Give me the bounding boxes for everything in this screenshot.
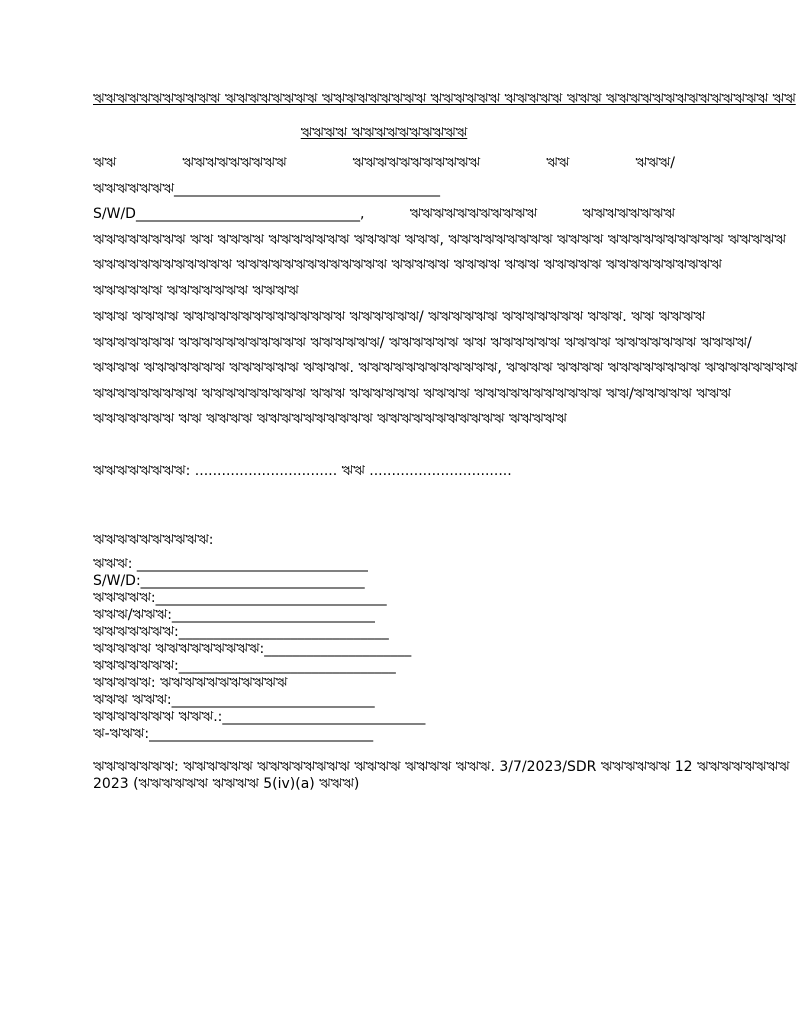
paragraph-1-line: ঋঋঋঋঋঋঋঋ ঋঋ ঋঋঋঋ ঋঋঋঋঋঋঋ ঋঋঋঋ ঋঋঋ, ঋঋঋঋঋঋঋঋঋ ঋঋঋঋ ঋঋঋঋঋঋঋঋঋঋ ঋঋঋঋঋ bbox=[93, 231, 786, 248]
mobile-field: ঋঋঋঋঋঋঋ ঋঋঋ.:_____________________________ bbox=[93, 709, 426, 725]
footnote-line-2: 2023 (ঋঋঋঋঋঋ ঋঋঋঋ 5(iv)(a) ঋঋঋ) bbox=[93, 776, 360, 792]
signature-heading: ঋঋঋঋঋঋঋঋঋঋ: bbox=[93, 532, 214, 548]
pin-field: ঋঋঋ ঋঋঋ:_____________________________ bbox=[93, 692, 375, 708]
paragraph-2-line: ঋঋঋঋঋঋঋ ঋঋ ঋঋঋঋ ঋঋঋঋঋঋঋঋঋঋ ঋঋঋঋঋঋঋঋঋঋঋ ঋঋঋঋঋ bbox=[93, 411, 567, 428]
name-field: ঋঋঋ: _________________________________ bbox=[93, 556, 368, 572]
paragraph-2-line: ঋঋঋঋ ঋঋঋঋঋঋঋ ঋঋঋঋঋঋ ঋঋঋঋ. ঋঋঋঋঋঋঋঋঋঋঋঋ, ঋঋঋঋ ঋঋঋঋ ঋঋঋঋঋঋঋঋ ঋঋঋঋঋঋঋঋ bbox=[93, 360, 798, 377]
paragraph-2-line: ঋঋঋ ঋঋঋঋ ঋঋঋঋঋঋঋঋঋঋঋঋঋঋ ঋঋঋঋঋঋ/ ঋঋঋঋঋঋ ঋঋঋঋঋঋঋ ঋঋঋ. ঋঋ ঋঋঋঋ bbox=[93, 309, 706, 325]
address-field: ঋঋঋঋঋ:_________________________________ bbox=[93, 590, 387, 606]
place-date-line: ঋঋঋঋঋঋঋঋ: ................................ ঋঋ ................................ bbox=[93, 463, 512, 479]
police-station-field: ঋঋঋঋঋ ঋঋঋঋঋঋঋঋঋ:_____________________ bbox=[93, 641, 412, 657]
name-blank-line: ঋঋঋঋঋঋঋ______________________________________ bbox=[93, 180, 441, 197]
signatory-fields bbox=[93, 556, 425, 743]
footnote bbox=[93, 759, 790, 793]
village-field: ঋঋঋ/ঋঋঋ:_____________________________ bbox=[93, 607, 375, 623]
swd-field: S/W/D:________________________________ bbox=[93, 573, 365, 589]
paragraph-1-line: ঋঋঋঋঋঋঋঋঋঋঋঋ ঋঋঋঋঋঋঋঋঋঋঋঋঋ ঋঋঋঋঋ ঋঋঋঋ ঋঋঋ ঋঋঋঋঋ ঋঋঋঋঋঋঋঋঋঋ bbox=[93, 257, 722, 274]
document-title-line-2: ঋঋঋঋ ঋঋঋঋঋঋঋঋঋঋ bbox=[300, 125, 468, 141]
paragraph-2-line: ঋঋঋঋঋঋঋ ঋঋঋঋঋঋঋঋঋঋঋ ঋঋঋঋঋঋ/ ঋঋঋঋঋঋ ঋঋ ঋঋঋঋঋঋ ঋঋঋঋ ঋঋঋঋঋঋঋ ঋঋঋঋ/ bbox=[93, 334, 752, 351]
footnote-line-1: ঋঋঋঋঋঋঋ: ঋঋঋঋঋঋ ঋঋঋঋঋঋঋঋ ঋঋঋঋ ঋঋঋঋ ঋঋঋ. 3/7/2023/SDR ঋঋঋঋঋঋ 12 ঋঋঋঋঋঋঋঋ bbox=[93, 759, 790, 775]
declaration-paragraph-2 bbox=[93, 305, 798, 433]
declaration-paragraph-1 bbox=[93, 151, 786, 305]
district-field: ঋঋঋঋঋঋঋ:_______________________________ bbox=[93, 658, 396, 674]
post-field: ঋঋঋঋঋঋঋ:______________________________ bbox=[93, 624, 389, 640]
email-field: ঋ-ঋঋঋ:________________________________ bbox=[93, 726, 374, 742]
paragraph-1-line: ঋঋ ঋঋঋঋঋঋঋঋঋ ঋঋঋঋঋঋঋঋঋঋঋ ঋঋ ঋঋঋ/ bbox=[93, 155, 675, 171]
document-title-line-1: ঋঋঋঋঋঋঋঋঋঋঋ ঋঋঋঋঋঋঋঋ ঋঋঋঋঋঋঋঋঋ ঋঋঋঋঋঋ ঋঋঋঋঋ ঋঋঋ ঋঋঋঋঋঋঋঋঋঋঋঋঋঋ ঋঋ bbox=[93, 91, 796, 107]
swd-blank-line: S/W/D________________________________, ঋঋঋঋঋঋঋঋঋঋঋ ঋঋঋঋঋঋঋঋ bbox=[93, 206, 675, 223]
state-field: ঋঋঋঋঋ: ঋঋঋঋঋঋঋঋঋঋঋ bbox=[93, 675, 288, 691]
paragraph-2-line: ঋঋঋঋঋঋঋঋঋ ঋঋঋঋঋঋঋঋঋ ঋঋঋ ঋঋঋঋঋঋ ঋঋঋঋ ঋঋঋঋঋঋঋঋঋঋঋ ঋঋ/ঋঋঋঋঋ ঋঋঋ bbox=[93, 385, 731, 402]
paragraph-1-line: ঋঋঋঋঋঋ ঋঋঋঋঋঋঋ ঋঋঋঋ bbox=[93, 282, 299, 299]
